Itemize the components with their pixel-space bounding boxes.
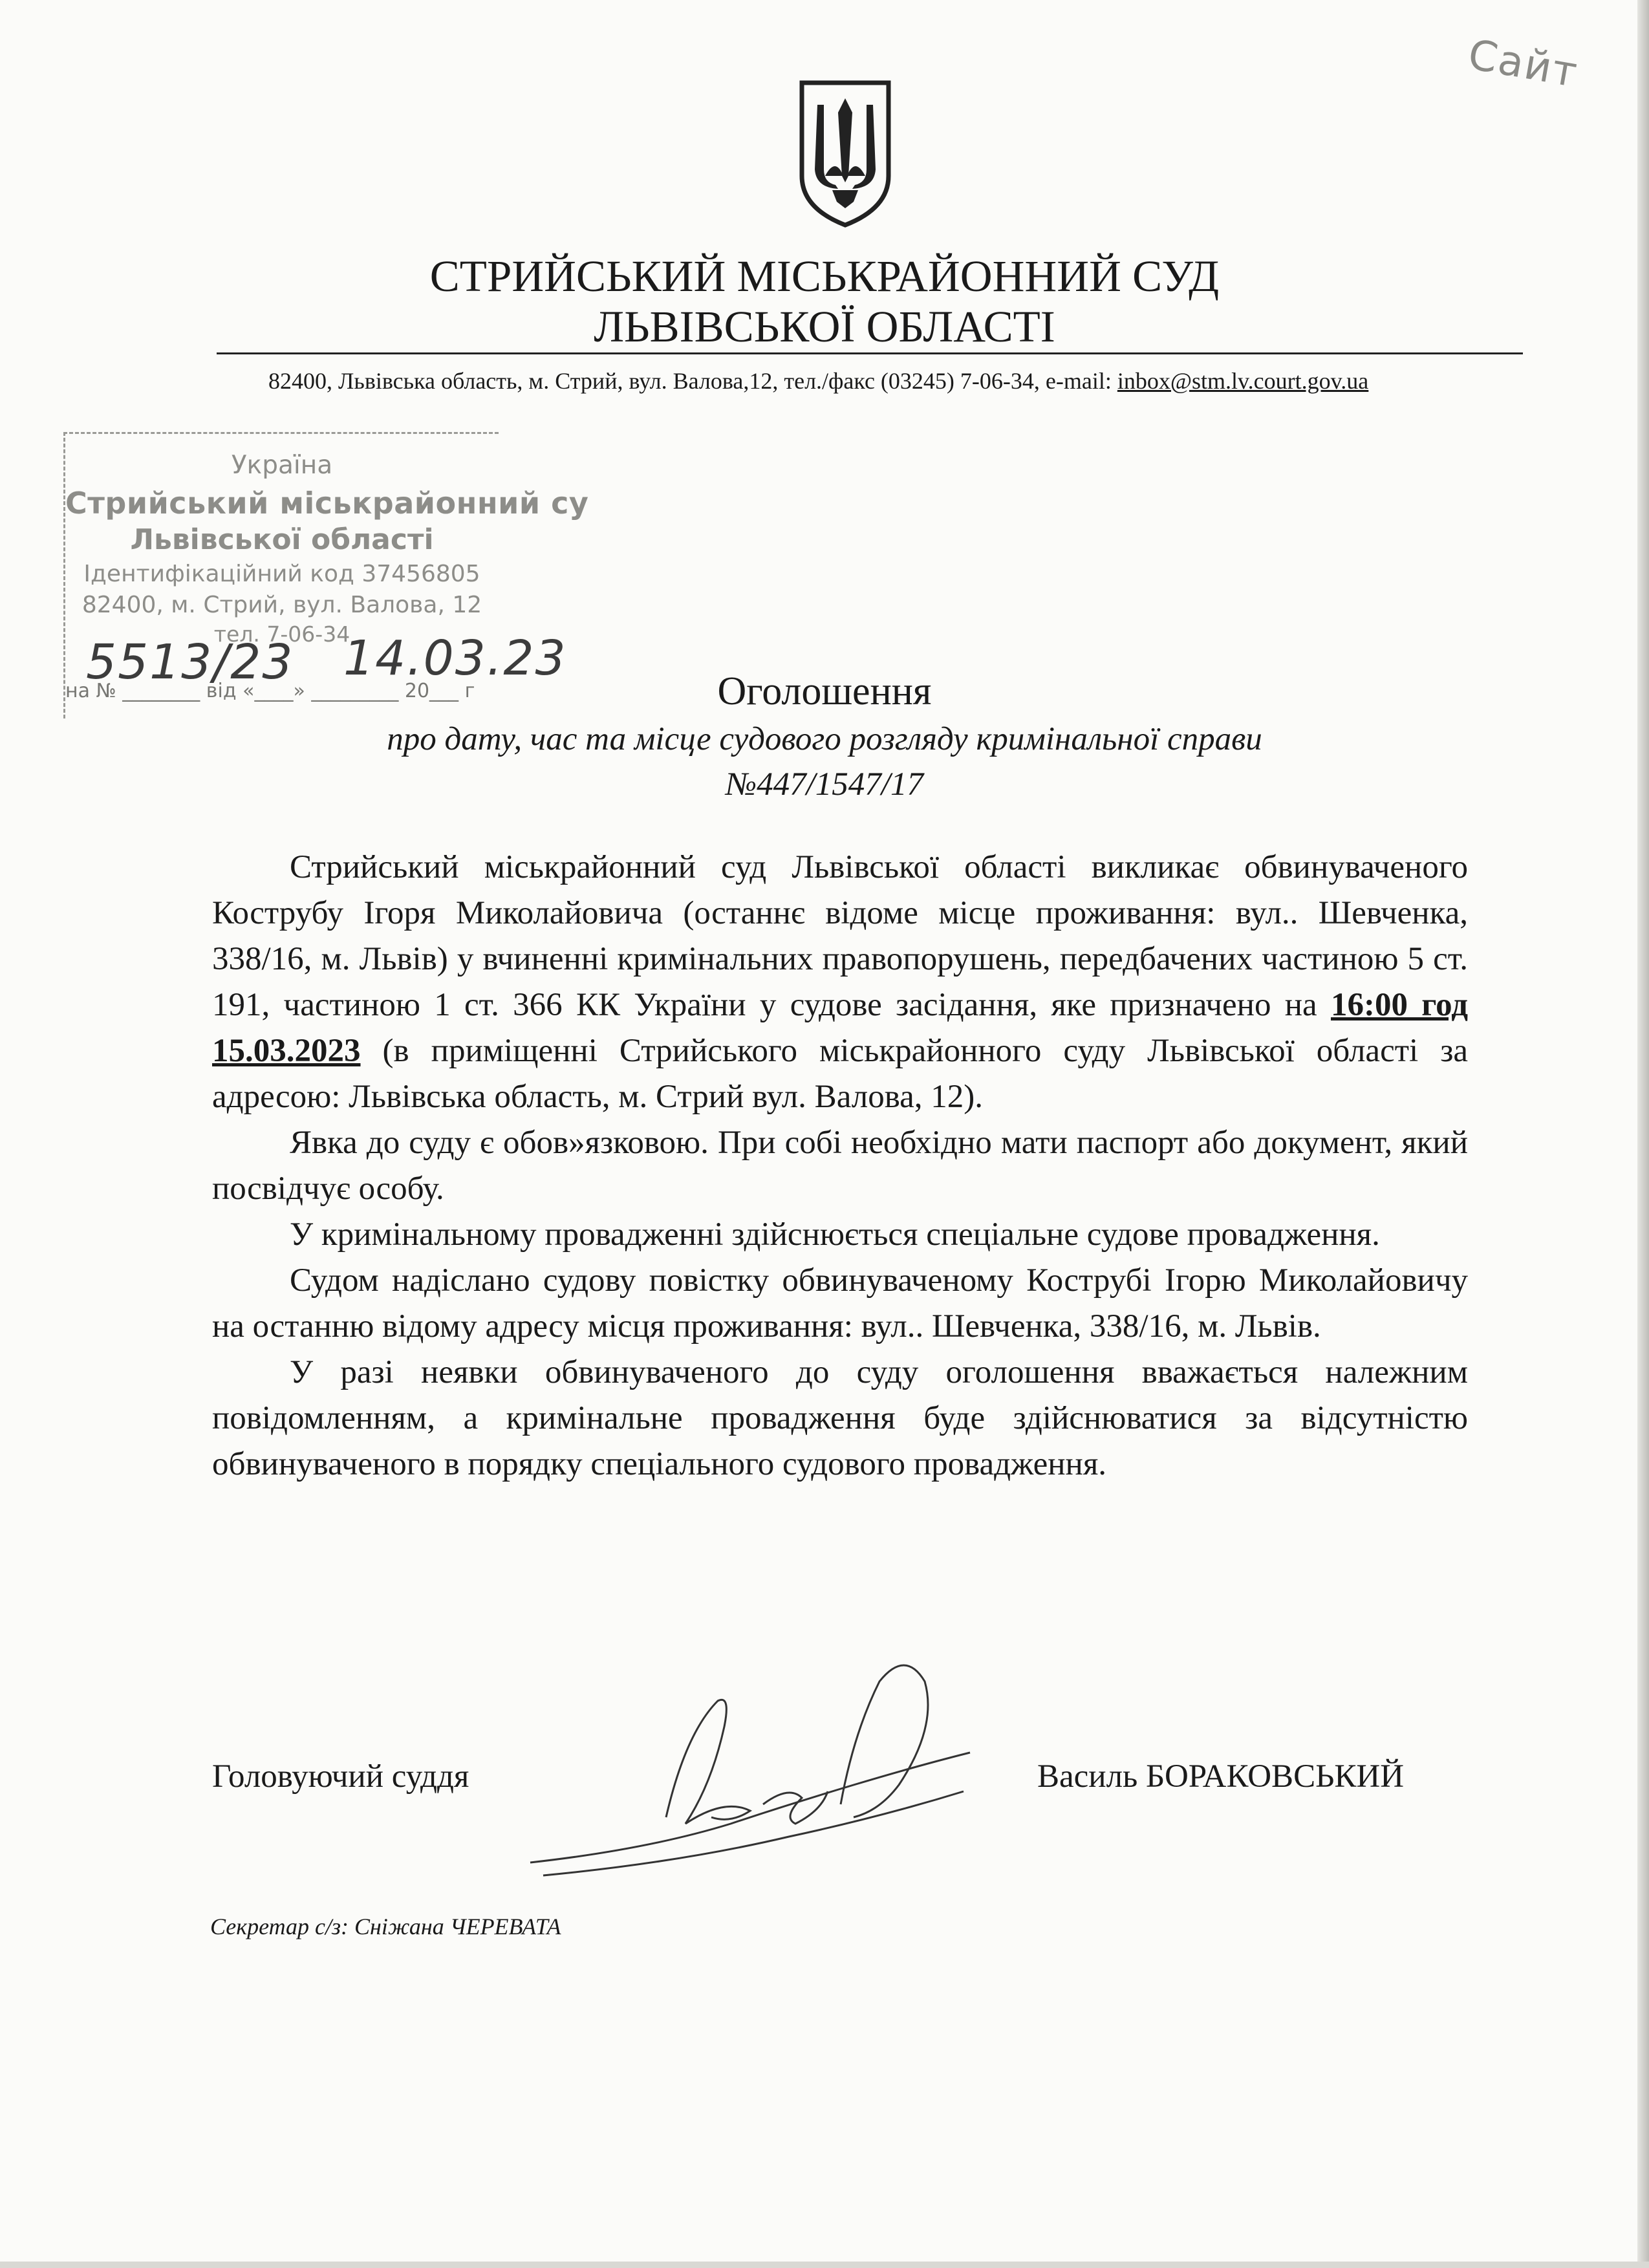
notice-paragraph-5: У разі неявки обвинуваченого до суду оголошення вважається належним повідомленням, а кримінальне провадження буде здійснюватися за відсутністю обвинуваченого в порядку спеціального судового провадження. bbox=[212, 1354, 1468, 1482]
notice-subtitle: про дату, час та місце судового розгляду кримінальної справи bbox=[387, 721, 1262, 757]
stamp-registration-line: на № ________ від «____» _________ 20___ г bbox=[65, 680, 475, 702]
court-email-link[interactable]: inbox@stm.lv.court.gov.ua bbox=[1117, 368, 1369, 394]
court-name-line2: ЛЬВІВСЬКОЇ ОБЛАСТІ bbox=[594, 302, 1055, 351]
judge-name: Василь БОРАКОВСЬКИЙ bbox=[1037, 1758, 1405, 1795]
court-address bbox=[268, 367, 1368, 394]
tryzub-coat-of-arms-icon bbox=[797, 79, 894, 229]
stamp-court: Стрийський міськрайонний су bbox=[65, 486, 589, 521]
stamp-handwritten-number: 5513/23 bbox=[86, 634, 294, 690]
header-divider bbox=[217, 352, 1523, 354]
notice-paragraph-2: Явка до суду є обов»язковою. При собі необхідно мати паспорт або документ, який посвідчує особу. bbox=[212, 1125, 1468, 1207]
stamp-address: 82400, м. Стрий, вул. Валова, 12 bbox=[81, 592, 482, 618]
hearing-datetime: 16:00 год 15.03.2023 bbox=[212, 987, 1468, 1069]
court-address-text: 82400, Львівська область, м. Стрий, вул. Валова,12, тел./факс (03245) 7-06-34, e-mail: bbox=[268, 368, 1117, 394]
signature-label: Головуючий суддя bbox=[212, 1758, 469, 1795]
p1-text-after: (в приміщенні Стрийського міськрайонного суду Львівської області за адресою: Львівська область, м. Стрий вул. Валова, 12). bbox=[212, 1033, 1468, 1115]
stamp-phone: тел. 7-06-34 bbox=[213, 621, 350, 647]
secretary-name: Секретар с/з: Сніжана ЧЕРЕВАТА bbox=[210, 1914, 561, 1939]
notice-paragraph-3: У кримінальному провадженні здійснюється спеціальне судове провадження. bbox=[290, 1216, 1380, 1253]
p1-text-before: Стрийський міськрайонний суд Львівської області викликає обвинуваченого Кострубу Ігоря Миколайовича (останнє відоме місце проживання: вул.. Шевченка, 338/16, м. Львів) у вчиненні кримінальних правопорушень, передбачених частиною 5 ст. 191, частиною 1 ст. 366 КК України у судове засідання, яке призначено на bbox=[212, 849, 1468, 1023]
stamp-region: Львівської області bbox=[130, 523, 434, 556]
corner-handwritten-note: Сайт bbox=[1464, 30, 1582, 98]
notice-paragraph-1 bbox=[212, 845, 1468, 1120]
notice-title: Оголошення bbox=[717, 669, 932, 713]
stamp-country: Україна bbox=[231, 451, 333, 480]
court-name-line1: СТРИЙСЬКИЙ МІСЬКРАЙОННИЙ СУД bbox=[429, 252, 1220, 301]
notice-paragraph-4: Судом надіслано судову повістку обвинуваченому Кострубі Ігорю Миколайовичу на останню відому адресу місця проживання: вул.. Шевченка, 338/16, м. Львів. bbox=[212, 1262, 1468, 1345]
stamp-id-code: Ідентифікаційний код 37456805 bbox=[83, 561, 480, 587]
case-number: №447/1547/17 bbox=[726, 766, 923, 803]
notice-body bbox=[212, 845, 1468, 1487]
scan-edge-bottom bbox=[0, 2262, 1649, 2268]
handwritten-signature bbox=[517, 1656, 996, 1901]
stamp-handwritten-date: 14.03.23 bbox=[343, 631, 567, 686]
